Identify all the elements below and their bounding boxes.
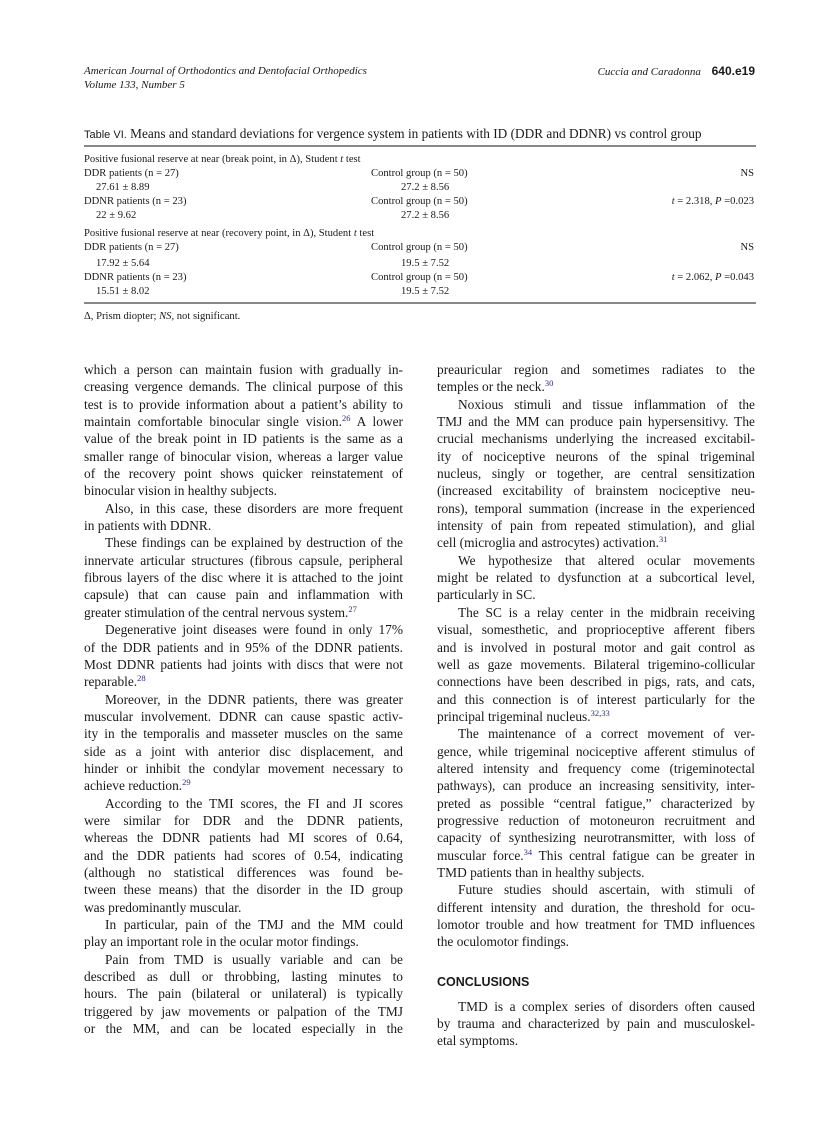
line-text: etal symptoms. — [437, 1033, 519, 1049]
text-line — [84, 795, 403, 812]
line-text: pathways), can produce an increasing sensitivity, inter- — [437, 778, 755, 794]
line-text: was predominantly muscular. — [84, 899, 242, 915]
line-text: Also, in this case, these disorders are more frequent — [105, 500, 403, 516]
text-line — [84, 621, 403, 638]
line-text-after: A lower — [350, 414, 403, 430]
line-text: (increased excitability of brainstem nociceptive neu- — [437, 483, 755, 499]
right-column — [437, 361, 755, 1050]
text-line — [84, 708, 403, 725]
text-line — [437, 847, 755, 864]
line-text: hours. The pain (bilateral or unilateral) is typically — [84, 986, 403, 1002]
line-text: or the MM, and can be located especially in the — [84, 1021, 403, 1037]
line-text: principal trigeminal nucleus. — [437, 708, 591, 724]
text-line — [84, 881, 403, 898]
section-title-end: test — [343, 154, 361, 165]
table-row — [84, 167, 754, 181]
line-text: reparable. — [84, 674, 138, 690]
text-line — [437, 725, 755, 742]
line-text: in patients with DDNR. — [84, 518, 212, 534]
text-line — [84, 465, 403, 482]
line-text: achieve reduction. — [84, 778, 183, 794]
line-text: and this connection is of interest particularly for the — [437, 691, 755, 707]
table-footnote: Δ, Prism diopter; NS, not significant. — [84, 311, 241, 322]
text-line — [437, 500, 755, 517]
group-value: 27.61 ± 8.89 — [96, 182, 150, 193]
line-text: TMD is a complex series of disorders often caused — [458, 998, 755, 1014]
line-text: hinder or inhibit the condylar movement necessary to — [84, 760, 403, 776]
text-line — [437, 708, 755, 725]
line-text: maintain comfortable binocular single vision. — [84, 414, 342, 430]
line-text: might be related to dysfunction at a subcortical level, — [437, 570, 755, 586]
line-text: different intensity and duration, the threshold for ocu- — [437, 899, 755, 915]
text-line — [437, 864, 755, 881]
citation-ref: 29 — [182, 777, 191, 788]
text-line — [437, 361, 755, 378]
section-heading-conclusions: CONCLUSIONS — [437, 974, 530, 989]
text-line — [437, 916, 755, 933]
text-line — [437, 448, 755, 465]
text-line — [84, 847, 403, 864]
citation-ref: 32,33 — [590, 707, 610, 718]
text-line — [84, 916, 403, 933]
group-label: DDNR patients (n = 23) — [84, 272, 187, 283]
text-line — [84, 985, 403, 1002]
line-text: preted as possible “central fatigue,” characterized by — [437, 795, 755, 811]
line-text: greater stimulation of the central nervous system. — [84, 604, 349, 620]
text-line — [84, 760, 403, 777]
text-line — [437, 639, 755, 656]
table-section-title — [84, 153, 754, 167]
line-text: innervate articular structures (fibrous capsule, peripheral — [84, 552, 403, 568]
test-result: NS — [740, 242, 754, 253]
line-text: value of the break point in ID patients is the same as a — [84, 431, 403, 447]
line-text: TMD patients than in healthy subjects. — [437, 864, 645, 880]
table-caption-text: Means and standard deviations for vergence system in patients with ID (DDR and DDNR) vs control group — [130, 126, 702, 141]
line-text: progressive reduction of motoneuron recruitment and — [437, 812, 755, 828]
line-text: play an important role in the ocular motor findings. — [84, 934, 359, 950]
line-text: well as gaze movements. Bilateral trigemino-collicular — [437, 656, 755, 672]
control-label: Control group (n = 50) — [371, 272, 468, 283]
text-line — [84, 1003, 403, 1020]
line-text: of the recovery point shows quicker reinstatement of — [84, 466, 403, 482]
left-column — [84, 361, 403, 1037]
text-line — [84, 812, 403, 829]
text-line — [84, 500, 403, 517]
text-line — [84, 673, 403, 690]
line-text: whereas the DDNR patients had MI scores of 0.64, — [84, 830, 403, 846]
line-text: muscular force. — [437, 847, 524, 863]
running-header-left — [84, 64, 367, 92]
line-text: preauricular region and sometimes radiates to the — [437, 362, 755, 377]
citation-ref: 34 — [523, 846, 533, 857]
page-number: 640.e19 — [711, 64, 755, 78]
text-line — [437, 396, 755, 413]
line-text: creasing vergence demands. The clinical purpose of this — [84, 379, 403, 395]
line-text: altered intensity and frequency come (trigeminotectal — [437, 760, 755, 776]
line-text: of the DDR patients and in 95% of the DDNR patients. — [84, 639, 403, 655]
table-row — [84, 271, 754, 285]
text-line — [437, 482, 755, 499]
text-line — [84, 639, 403, 656]
text-line — [84, 552, 403, 569]
line-text: Moreover, in the DDNR patients, there was greater — [105, 691, 403, 707]
table-top-rule — [84, 145, 756, 147]
text-line — [437, 534, 755, 551]
text-line — [437, 933, 755, 950]
line-text: which a person can maintain fusion with gradually in- — [84, 362, 403, 377]
control-label: Control group (n = 50) — [371, 242, 468, 253]
line-text: side as a joint with anterior disc displacement, and — [84, 743, 403, 759]
line-text: the oculomotor findings. — [437, 934, 570, 950]
text-line — [84, 448, 403, 465]
line-text: particularly in SC. — [437, 587, 536, 603]
text-line — [437, 621, 755, 638]
line-text: ity in the temporalis and masseter muscles on the same — [84, 726, 403, 742]
line-text: nucleus, singly or together, are central sensitization — [437, 466, 755, 482]
text-line — [437, 777, 755, 794]
table-row-values — [84, 209, 754, 223]
text-line — [437, 998, 755, 1015]
text-line — [84, 586, 403, 603]
control-value: 19.5 ± 7.52 — [401, 286, 450, 297]
line-text: smaller range of binocular vision, whereas a larger value — [84, 448, 403, 464]
text-line — [84, 933, 403, 950]
test-result: NS — [740, 168, 754, 179]
control-value: 27.2 ± 8.56 — [401, 182, 450, 193]
text-line — [84, 1020, 403, 1037]
text-line — [84, 829, 403, 846]
line-text: test is to provide information about a patient’s ability to — [84, 396, 403, 412]
text-line — [437, 465, 755, 482]
group-value: 17.92 ± 5.64 — [96, 258, 150, 269]
text-line — [437, 656, 755, 673]
table-row-values — [84, 257, 754, 271]
text-line — [84, 777, 403, 794]
text-line — [437, 517, 755, 534]
text-line — [437, 795, 755, 812]
line-text: ity of nociceptive neurons of the spinal trigeminal — [437, 448, 755, 464]
line-text: lomotor trouble and how treatment for TMD influences — [437, 917, 755, 932]
section-title-text — [84, 227, 374, 241]
line-text: cell (microglia and astrocytes) activation. — [437, 535, 659, 551]
table-row-values — [84, 285, 754, 299]
section-gap — [437, 951, 755, 974]
text-line — [437, 743, 755, 760]
line-text: triggered by jaw movements or palpation of the TMJ — [84, 1003, 403, 1019]
test-result: t = 2.062, P =0.043 — [671, 272, 754, 283]
text-line — [437, 586, 755, 603]
text-line — [84, 743, 403, 760]
text-line — [437, 812, 755, 829]
group-label: DDR patients (n = 27) — [84, 168, 179, 179]
line-text: capacity of synthesizing neurotransmitter, with loss of — [437, 830, 755, 846]
line-text: Noxious stimuli and tissue inflammation of the — [458, 396, 755, 412]
text-line — [437, 691, 755, 708]
control-label: Control group (n = 50) — [371, 196, 468, 207]
text-line — [84, 725, 403, 742]
authors: Cuccia and Caradonna — [597, 66, 701, 78]
line-text: The SC is a relay center in the midbrain receiving — [458, 604, 755, 620]
table-row — [84, 195, 754, 209]
text-line — [84, 951, 403, 968]
text-line — [437, 604, 755, 621]
journal-volume: Volume 133, Number 5 — [84, 79, 185, 91]
text-line — [84, 864, 403, 881]
control-value: 27.2 ± 8.56 — [401, 210, 450, 221]
text-line — [84, 396, 403, 413]
group-value: 15.51 ± 8.02 — [96, 286, 150, 297]
section-title: Positive fusional reserve at near (recovery point, in Δ), Student — [84, 228, 354, 239]
text-line — [437, 569, 755, 586]
text-line — [84, 604, 403, 621]
text-line — [437, 413, 755, 430]
text-line — [437, 378, 755, 395]
line-text: (although no statistical differences was found be- — [84, 864, 403, 880]
citation-ref: 28 — [137, 673, 146, 684]
group-value: 22 ± 9.62 — [96, 210, 137, 221]
citation-ref: 27 — [348, 603, 357, 614]
group-label: DDR patients (n = 27) — [84, 242, 179, 253]
line-text: capsule) that can cause pain and inflammation with — [84, 587, 403, 603]
line-text: were similar for DDR and the DDNR patients, — [84, 812, 403, 828]
text-line — [84, 899, 403, 916]
text-line — [84, 569, 403, 586]
section-title: Positive fusional reserve at near (break point, in Δ), Student — [84, 154, 341, 165]
text-line — [84, 430, 403, 447]
table-bottom-rule — [84, 302, 756, 304]
text-line — [84, 534, 403, 551]
control-value: 19.5 ± 7.52 — [401, 258, 450, 269]
text-line — [84, 691, 403, 708]
line-text: intensity of pain from repeated stimulation), and glial — [437, 518, 755, 534]
text-line — [437, 829, 755, 846]
running-header-right — [598, 64, 755, 79]
line-text: and is involved in postural motor and gait control as — [437, 639, 755, 655]
line-text: described as dull or throbbing, lasting minutes to — [84, 969, 403, 985]
test-result: t = 2.318, P =0.023 — [671, 196, 754, 207]
text-line — [84, 968, 403, 985]
table-section-title — [84, 227, 754, 241]
section-title-italic: t — [340, 154, 344, 165]
text-line — [84, 413, 403, 430]
line-text: According to the TMI scores, the FI and JI scores — [105, 795, 403, 811]
text-line — [437, 881, 755, 898]
line-text: muscular involvement. DDNR can cause spastic activ- — [84, 708, 403, 724]
line-text: In particular, pain of the TMJ and the MM could — [105, 917, 403, 932]
line-text: Pain from TMD is usually variable and can be — [105, 951, 403, 967]
text-line — [84, 378, 403, 395]
line-text: by trauma and characterized by pain and musculoskel- — [437, 1016, 755, 1032]
line-text: connections have been described in pigs, rats, and cats, — [437, 674, 755, 690]
text-line — [84, 361, 403, 378]
line-text: binocular vision in healthy subjects. — [84, 483, 278, 499]
line-text: rons), temporal summation (increase in the experienced — [437, 500, 755, 516]
text-line — [437, 673, 755, 690]
citation-ref: 31 — [658, 534, 668, 545]
line-text: The maintenance of a correct movement of ver- — [458, 726, 755, 742]
group-label: DDNR patients (n = 23) — [84, 196, 187, 207]
text-line — [84, 517, 403, 534]
table-row-values — [84, 181, 754, 195]
citation-ref: 26 — [341, 413, 351, 424]
line-text: These findings can be explained by destruction of the — [105, 535, 403, 551]
text-line — [437, 552, 755, 569]
text-line — [437, 430, 755, 447]
line-text: tween these means) that the disorder in the ID group — [84, 882, 403, 898]
text-line — [84, 656, 403, 673]
text-line — [437, 760, 755, 777]
text-line — [437, 1015, 755, 1032]
line-text: and the DDR patients had scores of 0.54, indicating — [84, 847, 403, 863]
table-row — [84, 241, 754, 255]
line-text: We hypothesize that altered ocular movements — [458, 552, 755, 568]
table-label: Table VI. — [84, 129, 127, 141]
line-text-after: This central fatigue can be greater in — [532, 847, 756, 863]
control-label: Control group (n = 50) — [371, 168, 468, 179]
text-line — [437, 899, 755, 916]
line-text: fibrous layers of the disc where it is attached to the joint — [84, 570, 403, 586]
line-text: Future studies should ascertain, with stimuli of — [458, 882, 755, 898]
journal-name: American Journal of Orthodontics and Dentofacial Orthopedics — [84, 65, 367, 77]
section-title-italic: t — [353, 228, 357, 239]
line-text: visual, somesthetic, and proprioceptive afferent fibers — [437, 622, 755, 638]
text-line — [84, 482, 403, 499]
line-text: TMJ and the MM can produce pain hypersensitivy. The — [437, 414, 755, 430]
line-text: crucial mechanisms underlying the increased excitabil- — [437, 431, 755, 447]
citation-ref: 30 — [544, 378, 554, 389]
line-text: temples or the neck. — [437, 379, 545, 395]
section-title-end: test — [356, 228, 375, 239]
table-caption — [84, 126, 756, 142]
line-text: Most DDNR patients had joints with discs that were not — [84, 656, 403, 672]
line-text: gence, while trigeminal nociceptive afferent stimulus of — [437, 743, 755, 759]
section-title-text — [84, 153, 361, 167]
line-text: Degenerative joint diseases were found in only 17% — [105, 622, 403, 638]
text-line — [437, 1032, 755, 1049]
